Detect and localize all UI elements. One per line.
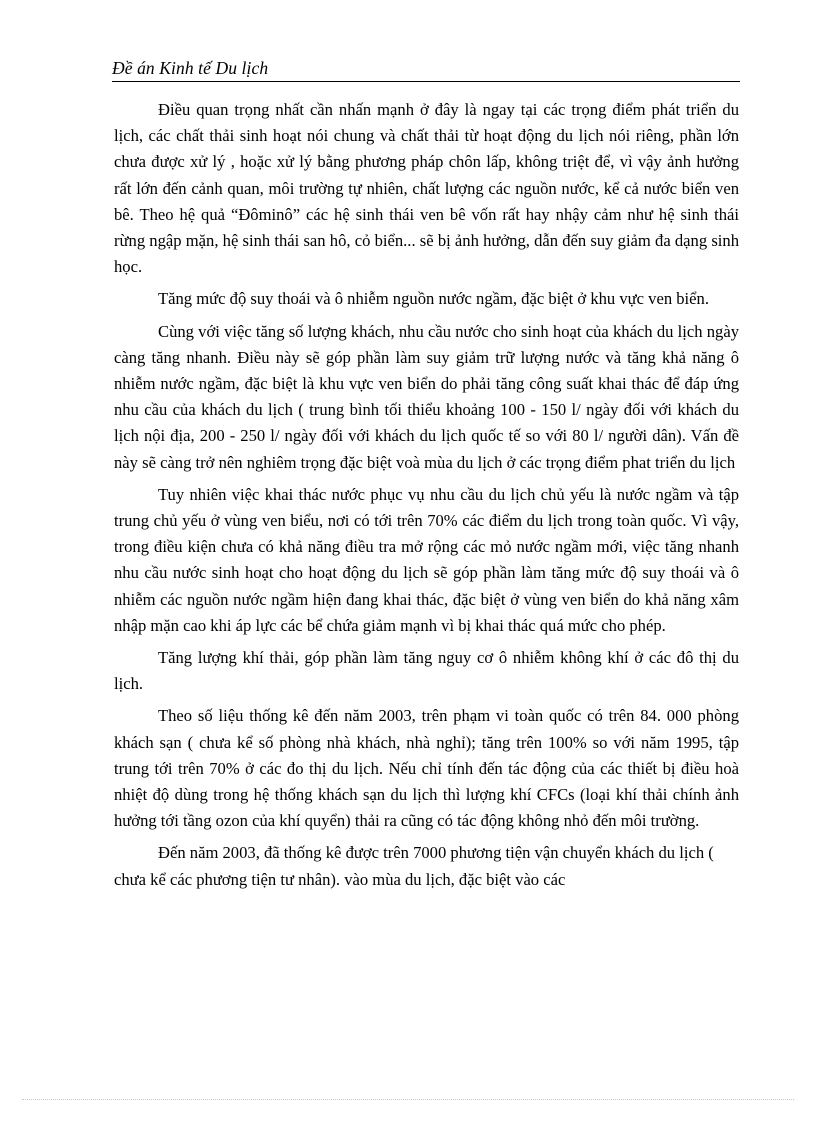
paragraph-hotel-statistics: Theo số liệu thống kê đến năm 2003, trên phạm vi toàn quốc có trên 84. 000 phòng khách sạn ( chưa kể số phòng nhà khách, nhà nghỉ); tăng trên 100% so với năm 1995, tập trung tới trên 70% ở các đo thị du lịch. Nếu chỉ tính đến tác động của các thiết bị điều hoà nhiệt độ dùng trong hệ thống khách sạn du lịch thì lượng khí CFCs (loại khí thải chính ảnh hưởng tới tầng ozon của khí quyển) thải ra cũng có tác động không nhỏ đến môi trường. xyxy=(114,706,739,831)
paragraph-waste-impact: Điều quan trọng nhất cần nhấn mạnh ở đây là ngay tại các trọng điểm phát triển du lịch, các chất thải sinh hoạt nói chung và chất thải từ hoạt động du lịch nói riêng, phần lớn chưa được xử lý , hoặc xử lý bằng phương pháp chôn lấp, không triệt để, vì vậy ảnh hưởng rất lớn đến cảnh quan, môi trường tự nhiên, chất lượng các nguồn nước, kể cả nước biển ven bê. Theo hệ quả “Đôminô” các hệ sinh thái ven bê vốn rất hay nhậy cảm như hệ sinh thái rừng ngập mặn, hệ sinh thái san hô, cỏ biển... sẽ bị ảnh hưởng, dẫn đến suy giảm đa dạng sinh học. xyxy=(114,100,739,277)
paragraph-water-demand: Cùng với việc tăng số lượng khách, nhu cầu nước cho sinh hoạt của khách du lịch ngày càng tăng nhanh. Điều này sẽ góp phần làm suy giảm trữ lượng nước và tăng khả năng ô nhiễm nước ngầm, đặc biệt là khu vực ven biển do phải tăng công suất khai thác để đáp ứng nhu cầu của khách du lịch ( trung bình tối thiểu khoảng 100 - 150 l/ ngày đối với khách du lịch nội địa, 200 - 250 l/ ngày đối với khách du lịch quốc tế so với 80 l/ người dân). Vấn đề này sẽ càng trở nên nghiêm trọng đặc biệt voà mùa du lịch ở các trọng điểm phat triển du lịch xyxy=(114,321,739,472)
paragraph-groundwater-exploitation: Tuy nhiên việc khai thác nước phục vụ nhu cầu du lịch chủ yếu là nước ngầm và tập trung chủ yếu ở vùng ven biểu, nơi có tới trên 70% các điểm du lịch trong toàn quốc. Vì vậy, trong điều kiện chưa có khả năng điều tra mở rộng các mỏ nước ngầm mới, việc tăng nhanh nhu cầu nước sinh hoạt cho hoạt động du lịch sẽ góp phần làm tăng mức độ suy thoái và ô nhiễm các nguồn nước ngầm hiện đang khai thác, đặc biệt ở vùng ven biển do khả năng xâm nhập mặn cao khi áp lực các bể chứa giảm mạnh vì bị khai thác quá mức cho phép. xyxy=(114,484,739,635)
paragraph-emissions-heading: Tăng lượng khí thải, góp phần làm tăng nguy cơ ô nhiễm không khí ở các đô thị du lịch. xyxy=(114,648,739,694)
document-title: Đề án Kinh tế Du lịch xyxy=(112,58,269,78)
paragraph-groundwater-heading: Tăng mức độ suy thoái và ô nhiễm nguồn nước ngầm, đặc biệt ở khu vực ven biển. xyxy=(158,289,709,309)
page-header xyxy=(112,57,740,82)
document-body xyxy=(114,97,739,893)
page-bottom-divider xyxy=(22,1099,794,1100)
paragraph-transport-statistics: Đến năm 2003, đã thống kê được trên 7000 phương tiện vận chuyển khách du lịch ( chưa kể các phương tiện tư nhân). vào mùa du lịch, đặc biệt vào các xyxy=(114,843,714,889)
